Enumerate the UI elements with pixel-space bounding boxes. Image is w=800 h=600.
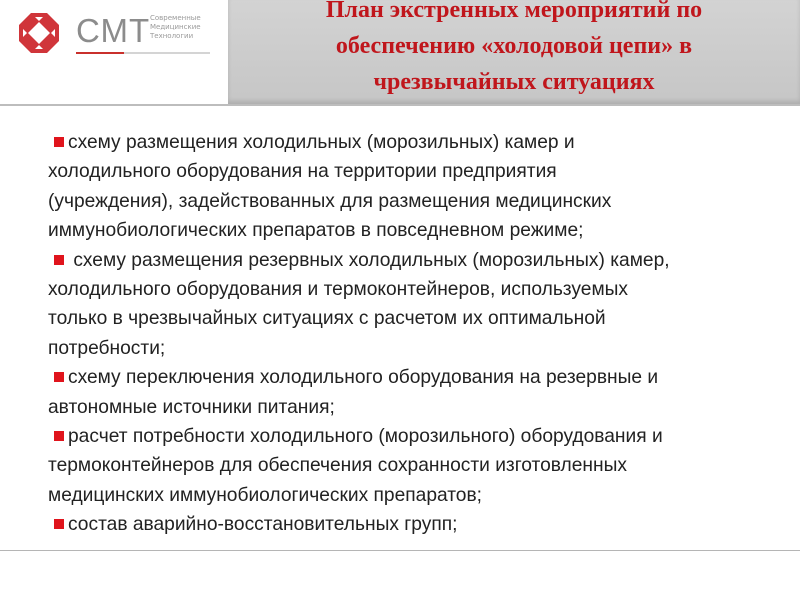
list-item-continuation: потребности; — [48, 337, 166, 359]
smt-logo-icon — [18, 12, 60, 54]
list-item-continuation: (учреждения), задействованных для размещения медицинских — [48, 190, 612, 212]
list-item-continuation: холодильного оборудования и термоконтейнеров, используемых — [48, 278, 629, 300]
logo-subtitle-line: Медицинские — [150, 23, 201, 31]
list-item-continuation: иммунобиологических препаратов в повседневном режиме; — [48, 220, 584, 242]
logo-name: СМТ — [76, 12, 151, 49]
list-item — [48, 363, 778, 392]
list-item-text: расчет потребности холодильного (морозильного) оборудования и — [68, 425, 663, 447]
slide-title-line: обеспечению «холодовой цепи» в — [335, 33, 693, 59]
list-item — [48, 422, 778, 451]
bullet-square-icon — [54, 255, 64, 265]
slide-title-line: План экстренных мероприятий по — [325, 0, 703, 23]
list-item-continuation: медицинских иммунобиологических препаратов; — [48, 484, 483, 506]
bullet-square-icon — [54, 431, 64, 441]
list-item-continuation: только в чрезвычайных ситуациях с расчетом их оптимальной — [48, 308, 606, 330]
title-banner — [228, 0, 800, 104]
logo-underline-accent — [76, 52, 124, 54]
list-item — [48, 128, 778, 157]
slide-title-line: чрезвычайных ситуациях — [373, 69, 655, 95]
list-item — [48, 246, 778, 275]
header-divider — [0, 104, 800, 106]
list-item-text: схему размещения резервных холодильных (морозильных) камер, — [68, 249, 670, 271]
logo-subtitle-line: Современные — [150, 14, 201, 22]
logo-subtitle-line: Технологии — [150, 32, 194, 40]
bullet-square-icon — [54, 519, 64, 529]
list-item-continuation: термоконтейнеров для обеспечения сохранности изготовленных — [48, 455, 627, 477]
list-item-text: состав аварийно-восстановительных групп; — [68, 514, 458, 536]
bullet-square-icon — [54, 372, 64, 382]
bullet-square-icon — [54, 137, 64, 147]
footer-divider — [0, 550, 800, 551]
logo — [0, 0, 226, 104]
logo-subtitle — [150, 14, 220, 41]
list-item-text: схему размещения холодильных (морозильных) камер и — [68, 132, 575, 153]
list-item — [48, 510, 778, 539]
bullet-list — [48, 128, 778, 539]
list-item-continuation: автономные источники питания; — [48, 396, 335, 418]
slide-title — [228, 0, 800, 100]
list-item-text: схему переключения холодильного оборудования на резервные и — [68, 367, 659, 389]
list-item-continuation: холодильного оборудования на территории предприятия — [48, 161, 557, 183]
